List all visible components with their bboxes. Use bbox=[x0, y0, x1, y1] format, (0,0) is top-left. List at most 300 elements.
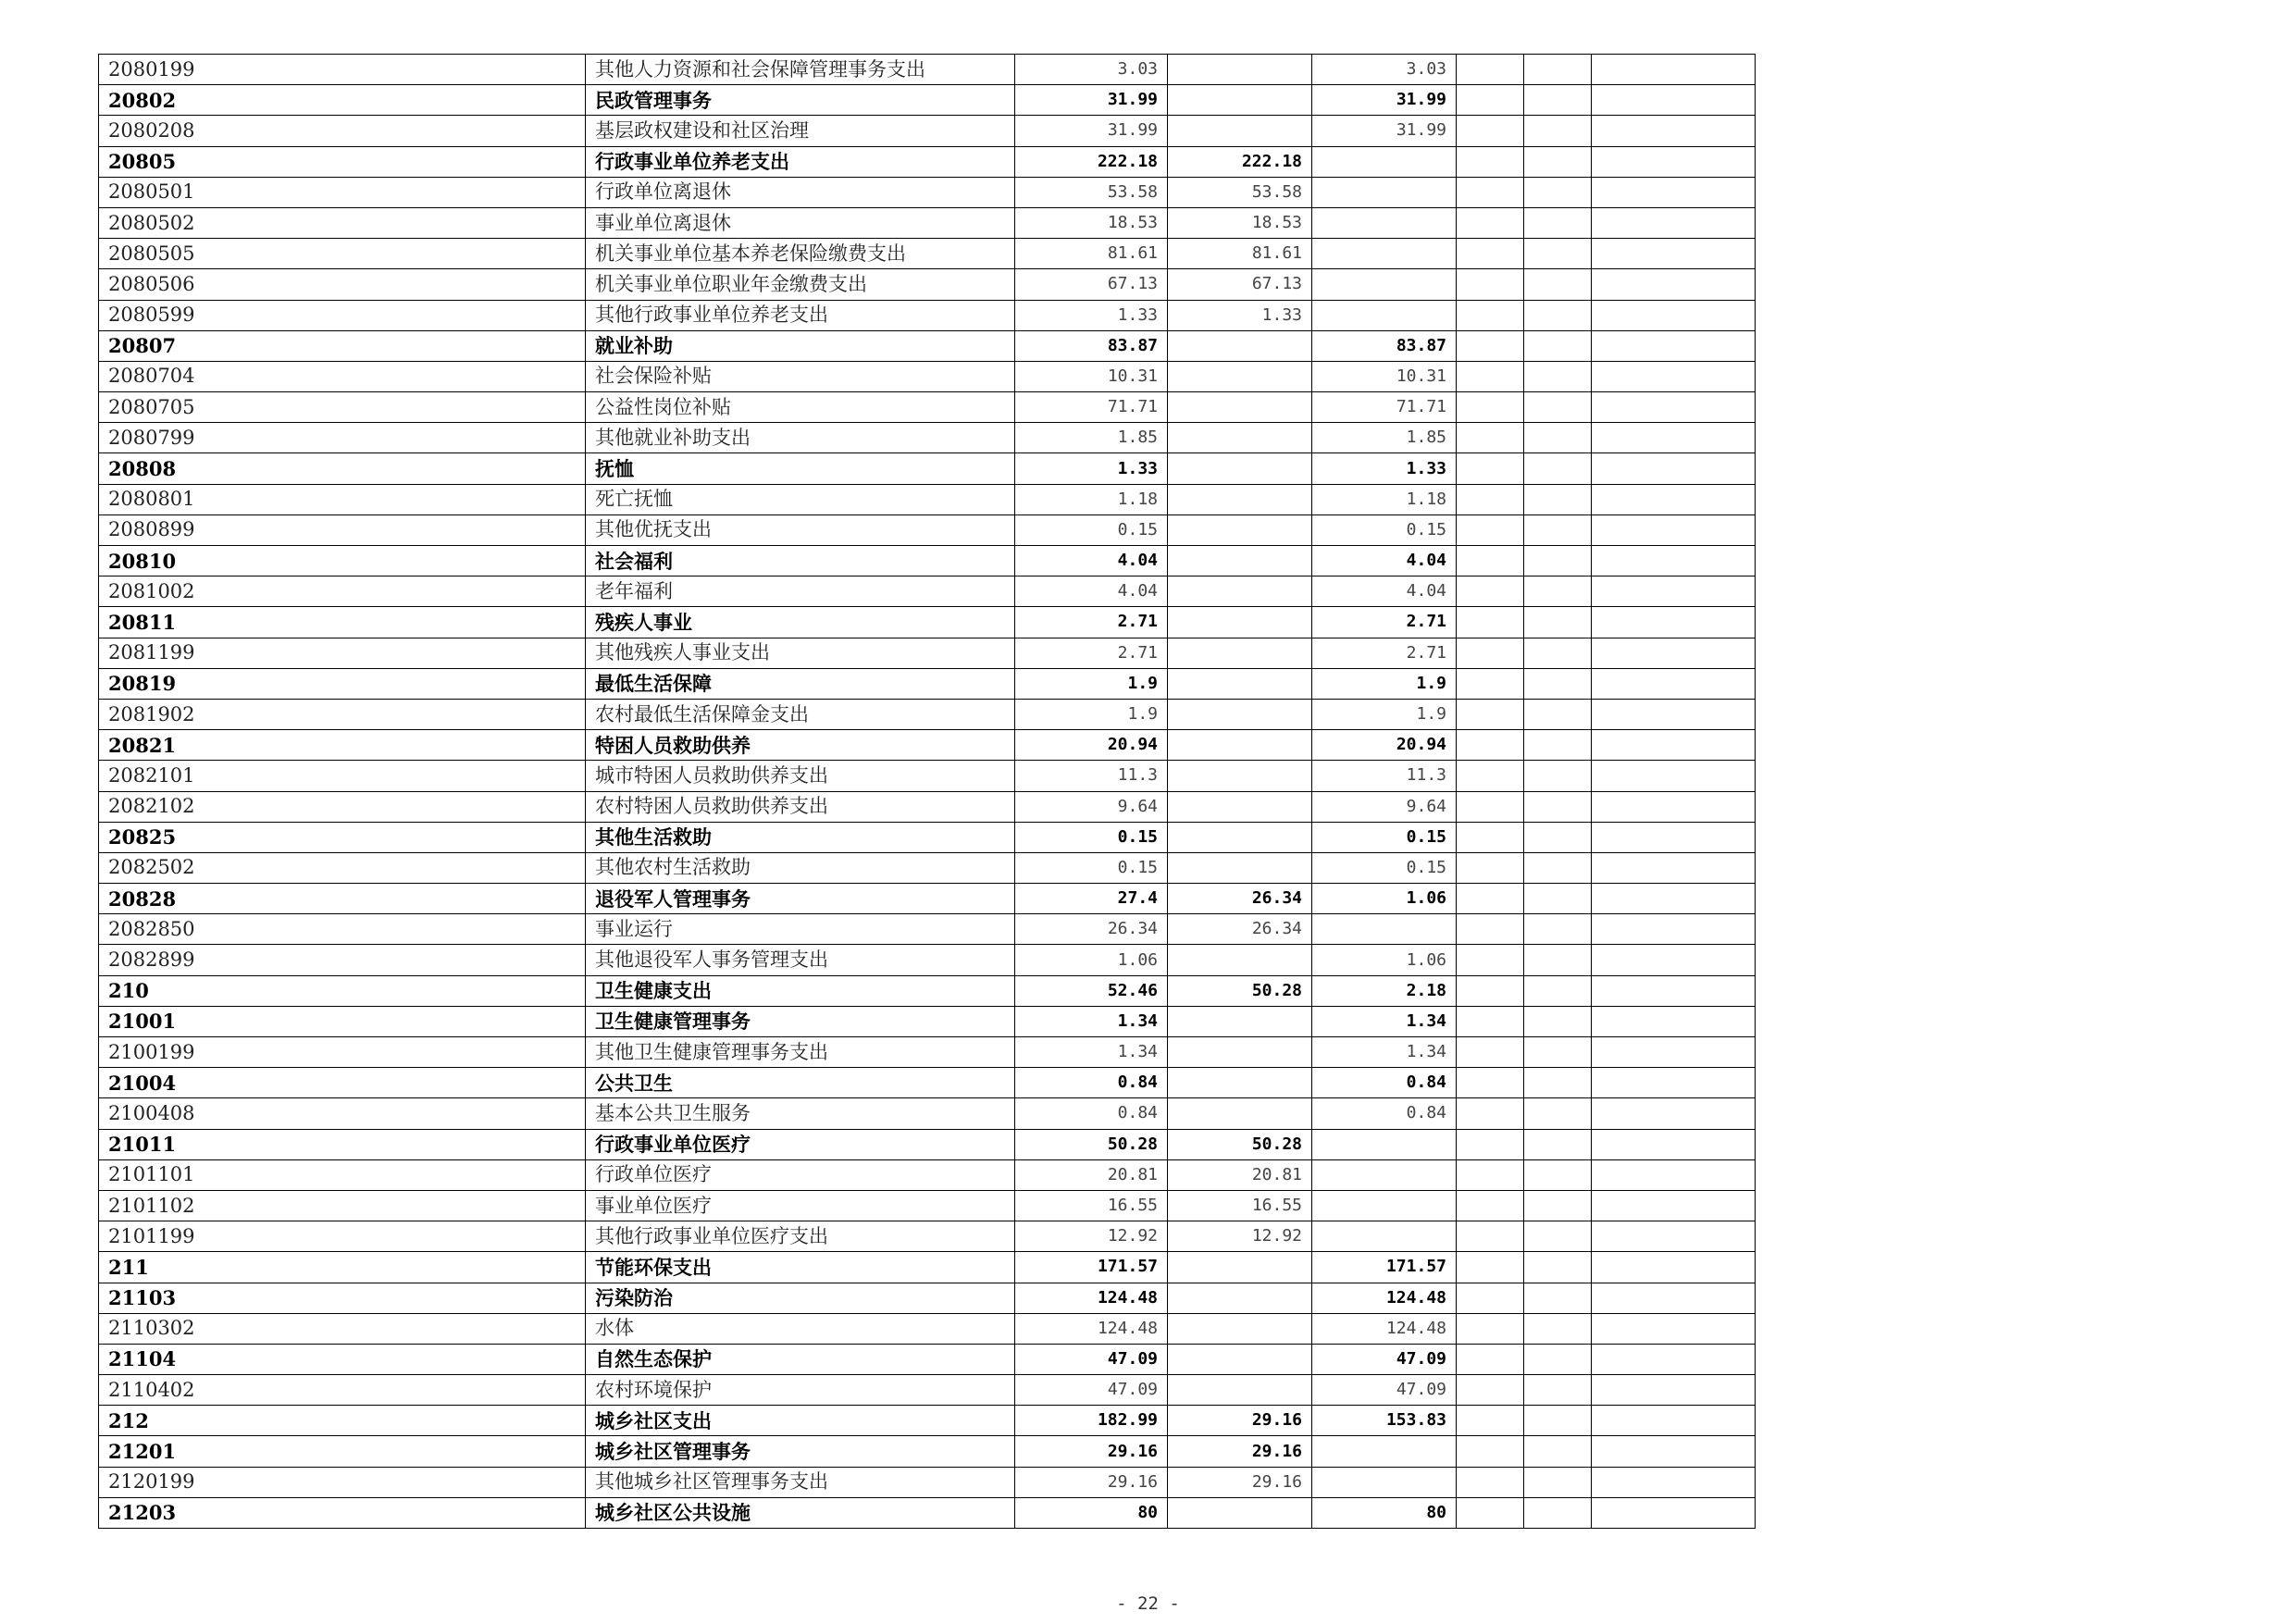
account-code-cell: 2081199 bbox=[99, 638, 586, 668]
empty-cell bbox=[1592, 1436, 1756, 1467]
total-amount-cell: 1.33 bbox=[1015, 300, 1168, 330]
total-amount-cell: 26.34 bbox=[1015, 914, 1168, 945]
account-code-cell: 2080502 bbox=[99, 207, 586, 238]
total-amount-cell: 53.58 bbox=[1015, 177, 1168, 207]
table-row bbox=[99, 239, 1756, 269]
total-amount-cell: 4.04 bbox=[1015, 576, 1168, 607]
project-expenditure-cell bbox=[1312, 1190, 1457, 1221]
account-name-cell: 农村最低生活保障金支出 bbox=[586, 699, 1015, 729]
account-code-cell: 2101102 bbox=[99, 1190, 586, 1221]
account-name-cell: 最低生活保障 bbox=[586, 668, 1015, 699]
account-code-cell: 2080705 bbox=[99, 392, 586, 423]
total-amount-cell: 1.9 bbox=[1015, 699, 1168, 729]
empty-cell bbox=[1457, 1436, 1524, 1467]
empty-cell bbox=[1457, 361, 1524, 391]
empty-cell bbox=[1592, 1467, 1756, 1497]
table-row bbox=[99, 146, 1756, 177]
account-name-cell: 抚恤 bbox=[586, 453, 1015, 484]
account-code-cell: 2082850 bbox=[99, 914, 586, 945]
empty-cell bbox=[1457, 576, 1524, 607]
table-row bbox=[99, 1037, 1756, 1068]
empty-cell bbox=[1592, 730, 1756, 761]
empty-cell bbox=[1524, 85, 1592, 116]
account-code-cell: 20808 bbox=[99, 453, 586, 484]
empty-cell bbox=[1592, 146, 1756, 177]
empty-cell bbox=[1524, 423, 1592, 453]
empty-cell bbox=[1457, 822, 1524, 852]
account-code-cell: 20802 bbox=[99, 85, 586, 116]
empty-cell bbox=[1524, 1497, 1592, 1528]
total-amount-cell: 12.92 bbox=[1015, 1221, 1168, 1252]
empty-cell bbox=[1457, 1221, 1524, 1252]
empty-cell bbox=[1592, 1037, 1756, 1068]
account-name-cell: 基层政权建设和社区治理 bbox=[586, 116, 1015, 146]
account-code-cell: 21001 bbox=[99, 1006, 586, 1036]
total-amount-cell: 1.85 bbox=[1015, 423, 1168, 453]
account-code-cell: 20821 bbox=[99, 730, 586, 761]
empty-cell bbox=[1457, 975, 1524, 1006]
table-row bbox=[99, 1068, 1756, 1098]
total-amount-cell: 50.28 bbox=[1015, 1129, 1168, 1159]
table-row bbox=[99, 55, 1756, 85]
account-name-cell: 事业单位医疗 bbox=[586, 1190, 1015, 1221]
total-amount-cell: 71.71 bbox=[1015, 392, 1168, 423]
account-name-cell: 社会福利 bbox=[586, 546, 1015, 576]
empty-cell bbox=[1457, 514, 1524, 545]
account-code-cell: 2080506 bbox=[99, 269, 586, 300]
empty-cell bbox=[1524, 1098, 1592, 1129]
basic-expenditure-cell: 29.16 bbox=[1168, 1406, 1312, 1436]
empty-cell bbox=[1457, 1375, 1524, 1406]
empty-cell bbox=[1592, 1406, 1756, 1436]
basic-expenditure-cell: 81.61 bbox=[1168, 239, 1312, 269]
table-row bbox=[99, 1313, 1756, 1344]
table-row bbox=[99, 822, 1756, 852]
empty-cell bbox=[1457, 1129, 1524, 1159]
project-expenditure-cell: 9.64 bbox=[1312, 791, 1457, 822]
basic-expenditure-cell: 50.28 bbox=[1168, 975, 1312, 1006]
empty-cell bbox=[1592, 914, 1756, 945]
project-expenditure-cell bbox=[1312, 146, 1457, 177]
empty-cell bbox=[1592, 1159, 1756, 1190]
empty-cell bbox=[1457, 730, 1524, 761]
basic-expenditure-cell bbox=[1168, 1068, 1312, 1098]
account-code-cell: 2080799 bbox=[99, 423, 586, 453]
project-expenditure-cell bbox=[1312, 207, 1457, 238]
empty-cell bbox=[1592, 453, 1756, 484]
empty-cell bbox=[1457, 1467, 1524, 1497]
empty-cell bbox=[1524, 791, 1592, 822]
basic-expenditure-cell: 67.13 bbox=[1168, 269, 1312, 300]
account-code-cell: 210 bbox=[99, 975, 586, 1006]
account-name-cell: 卫生健康支出 bbox=[586, 975, 1015, 1006]
project-expenditure-cell: 11.3 bbox=[1312, 761, 1457, 791]
empty-cell bbox=[1457, 1098, 1524, 1129]
total-amount-cell: 0.84 bbox=[1015, 1098, 1168, 1129]
table-row bbox=[99, 453, 1756, 484]
total-amount-cell: 4.04 bbox=[1015, 546, 1168, 576]
total-amount-cell: 0.15 bbox=[1015, 514, 1168, 545]
account-code-cell: 20807 bbox=[99, 330, 586, 361]
empty-cell bbox=[1457, 1190, 1524, 1221]
empty-cell bbox=[1592, 300, 1756, 330]
empty-cell bbox=[1457, 146, 1524, 177]
account-code-cell: 21203 bbox=[99, 1497, 586, 1528]
project-expenditure-cell: 1.06 bbox=[1312, 884, 1457, 914]
empty-cell bbox=[1592, 1283, 1756, 1313]
empty-cell bbox=[1457, 1344, 1524, 1374]
empty-cell bbox=[1592, 116, 1756, 146]
project-expenditure-cell bbox=[1312, 1159, 1457, 1190]
total-amount-cell: 80 bbox=[1015, 1497, 1168, 1528]
project-expenditure-cell: 2.71 bbox=[1312, 638, 1457, 668]
table-row bbox=[99, 852, 1756, 883]
empty-cell bbox=[1592, 361, 1756, 391]
table-row bbox=[99, 1497, 1756, 1528]
empty-cell bbox=[1524, 453, 1592, 484]
project-expenditure-cell: 124.48 bbox=[1312, 1313, 1457, 1344]
account-name-cell: 城市特困人员救助供养支出 bbox=[586, 761, 1015, 791]
table-row bbox=[99, 361, 1756, 391]
account-code-cell: 21104 bbox=[99, 1344, 586, 1374]
table-row bbox=[99, 423, 1756, 453]
empty-cell bbox=[1524, 945, 1592, 975]
basic-expenditure-cell: 222.18 bbox=[1168, 146, 1312, 177]
project-expenditure-cell: 0.15 bbox=[1312, 852, 1457, 883]
account-code-cell: 2080704 bbox=[99, 361, 586, 391]
account-code-cell: 2101199 bbox=[99, 1221, 586, 1252]
total-amount-cell: 67.13 bbox=[1015, 269, 1168, 300]
table-row bbox=[99, 668, 1756, 699]
page-number: - 22 - bbox=[1116, 1593, 1180, 1614]
table-row bbox=[99, 1098, 1756, 1129]
project-expenditure-cell: 124.48 bbox=[1312, 1283, 1457, 1313]
basic-expenditure-cell bbox=[1168, 1252, 1312, 1283]
basic-expenditure-cell bbox=[1168, 576, 1312, 607]
account-code-cell: 21004 bbox=[99, 1068, 586, 1098]
empty-cell bbox=[1592, 85, 1756, 116]
account-name-cell: 事业单位离退休 bbox=[586, 207, 1015, 238]
empty-cell bbox=[1457, 392, 1524, 423]
empty-cell bbox=[1524, 546, 1592, 576]
project-expenditure-cell: 10.31 bbox=[1312, 361, 1457, 391]
empty-cell bbox=[1592, 423, 1756, 453]
empty-cell bbox=[1592, 1190, 1756, 1221]
empty-cell bbox=[1524, 392, 1592, 423]
project-expenditure-cell bbox=[1312, 239, 1457, 269]
project-expenditure-cell: 0.84 bbox=[1312, 1068, 1457, 1098]
table-row bbox=[99, 607, 1756, 638]
account-name-cell: 机关事业单位职业年金缴费支出 bbox=[586, 269, 1015, 300]
project-expenditure-cell: 0.15 bbox=[1312, 514, 1457, 545]
account-code-cell: 20811 bbox=[99, 607, 586, 638]
empty-cell bbox=[1592, 699, 1756, 729]
total-amount-cell: 182.99 bbox=[1015, 1406, 1168, 1436]
project-expenditure-cell: 47.09 bbox=[1312, 1344, 1457, 1374]
project-expenditure-cell bbox=[1312, 1436, 1457, 1467]
empty-cell bbox=[1524, 668, 1592, 699]
project-expenditure-cell: 153.83 bbox=[1312, 1406, 1457, 1436]
empty-cell bbox=[1592, 1344, 1756, 1374]
table-row bbox=[99, 1129, 1756, 1159]
project-expenditure-cell: 47.09 bbox=[1312, 1375, 1457, 1406]
empty-cell bbox=[1457, 1313, 1524, 1344]
total-amount-cell: 1.34 bbox=[1015, 1037, 1168, 1068]
empty-cell bbox=[1592, 884, 1756, 914]
total-amount-cell: 3.03 bbox=[1015, 55, 1168, 85]
basic-expenditure-cell bbox=[1168, 423, 1312, 453]
empty-cell bbox=[1457, 116, 1524, 146]
account-code-cell: 20810 bbox=[99, 546, 586, 576]
project-expenditure-cell: 71.71 bbox=[1312, 392, 1457, 423]
account-name-cell: 事业运行 bbox=[586, 914, 1015, 945]
account-name-cell: 城乡社区公共设施 bbox=[586, 1497, 1015, 1528]
empty-cell bbox=[1524, 1037, 1592, 1068]
account-name-cell: 行政事业单位医疗 bbox=[586, 1129, 1015, 1159]
empty-cell bbox=[1592, 1252, 1756, 1283]
account-name-cell: 其他优抚支出 bbox=[586, 514, 1015, 545]
empty-cell bbox=[1592, 514, 1756, 545]
account-code-cell: 2080801 bbox=[99, 484, 586, 514]
account-name-cell: 老年福利 bbox=[586, 576, 1015, 607]
table-row bbox=[99, 207, 1756, 238]
total-amount-cell: 1.06 bbox=[1015, 945, 1168, 975]
empty-cell bbox=[1457, 1283, 1524, 1313]
empty-cell bbox=[1457, 638, 1524, 668]
empty-cell bbox=[1457, 914, 1524, 945]
basic-expenditure-cell bbox=[1168, 361, 1312, 391]
basic-expenditure-cell bbox=[1168, 945, 1312, 975]
account-code-cell: 2082502 bbox=[99, 852, 586, 883]
empty-cell bbox=[1524, 484, 1592, 514]
account-code-cell: 20825 bbox=[99, 822, 586, 852]
project-expenditure-cell: 1.06 bbox=[1312, 945, 1457, 975]
account-name-cell: 特困人员救助供养 bbox=[586, 730, 1015, 761]
total-amount-cell: 10.31 bbox=[1015, 361, 1168, 391]
account-name-cell: 城乡社区管理事务 bbox=[586, 1436, 1015, 1467]
total-amount-cell: 31.99 bbox=[1015, 85, 1168, 116]
project-expenditure-cell: 4.04 bbox=[1312, 576, 1457, 607]
table-row bbox=[99, 1221, 1756, 1252]
empty-cell bbox=[1592, 55, 1756, 85]
account-code-cell: 211 bbox=[99, 1252, 586, 1283]
account-code-cell: 2100199 bbox=[99, 1037, 586, 1068]
total-amount-cell: 1.33 bbox=[1015, 453, 1168, 484]
account-name-cell: 自然生态保护 bbox=[586, 1344, 1015, 1374]
empty-cell bbox=[1592, 761, 1756, 791]
empty-cell bbox=[1592, 607, 1756, 638]
empty-cell bbox=[1524, 1190, 1592, 1221]
empty-cell bbox=[1592, 1313, 1756, 1344]
basic-expenditure-cell bbox=[1168, 699, 1312, 729]
total-amount-cell: 29.16 bbox=[1015, 1436, 1168, 1467]
empty-cell bbox=[1592, 1068, 1756, 1098]
empty-cell bbox=[1457, 453, 1524, 484]
account-code-cell: 2100408 bbox=[99, 1098, 586, 1129]
basic-expenditure-cell: 26.34 bbox=[1168, 884, 1312, 914]
account-name-cell: 城乡社区支出 bbox=[586, 1406, 1015, 1436]
account-name-cell: 农村环境保护 bbox=[586, 1375, 1015, 1406]
table-row bbox=[99, 300, 1756, 330]
empty-cell bbox=[1457, 668, 1524, 699]
empty-cell bbox=[1524, 361, 1592, 391]
empty-cell bbox=[1592, 1006, 1756, 1036]
empty-cell bbox=[1457, 239, 1524, 269]
total-amount-cell: 0.15 bbox=[1015, 852, 1168, 883]
account-name-cell: 其他退役军人事务管理支出 bbox=[586, 945, 1015, 975]
empty-cell bbox=[1457, 1068, 1524, 1098]
account-name-cell: 农村特困人员救助供养支出 bbox=[586, 791, 1015, 822]
total-amount-cell: 124.48 bbox=[1015, 1313, 1168, 1344]
basic-expenditure-cell bbox=[1168, 1037, 1312, 1068]
account-name-cell: 就业补助 bbox=[586, 330, 1015, 361]
empty-cell bbox=[1524, 1467, 1592, 1497]
account-code-cell: 2082102 bbox=[99, 791, 586, 822]
table-row bbox=[99, 85, 1756, 116]
empty-cell bbox=[1524, 1159, 1592, 1190]
empty-cell bbox=[1592, 791, 1756, 822]
basic-expenditure-cell bbox=[1168, 1497, 1312, 1528]
empty-cell bbox=[1524, 1283, 1592, 1313]
empty-cell bbox=[1457, 1497, 1524, 1528]
basic-expenditure-cell bbox=[1168, 453, 1312, 484]
empty-cell bbox=[1457, 852, 1524, 883]
basic-expenditure-cell: 20.81 bbox=[1168, 1159, 1312, 1190]
project-expenditure-cell: 1.34 bbox=[1312, 1037, 1457, 1068]
account-name-cell: 机关事业单位基本养老保险缴费支出 bbox=[586, 239, 1015, 269]
project-expenditure-cell bbox=[1312, 1221, 1457, 1252]
basic-expenditure-cell bbox=[1168, 484, 1312, 514]
basic-expenditure-cell: 26.34 bbox=[1168, 914, 1312, 945]
table-row bbox=[99, 1159, 1756, 1190]
empty-cell bbox=[1457, 55, 1524, 85]
empty-cell bbox=[1524, 177, 1592, 207]
basic-expenditure-cell: 50.28 bbox=[1168, 1129, 1312, 1159]
total-amount-cell: 20.81 bbox=[1015, 1159, 1168, 1190]
basic-expenditure-cell bbox=[1168, 1344, 1312, 1374]
empty-cell bbox=[1524, 207, 1592, 238]
empty-cell bbox=[1457, 1006, 1524, 1036]
empty-cell bbox=[1524, 1344, 1592, 1374]
empty-cell bbox=[1457, 1406, 1524, 1436]
project-expenditure-cell: 31.99 bbox=[1312, 116, 1457, 146]
account-code-cell: 2101101 bbox=[99, 1159, 586, 1190]
total-amount-cell: 9.64 bbox=[1015, 791, 1168, 822]
basic-expenditure-cell bbox=[1168, 1006, 1312, 1036]
empty-cell bbox=[1524, 730, 1592, 761]
table-row bbox=[99, 1344, 1756, 1374]
project-expenditure-cell: 83.87 bbox=[1312, 330, 1457, 361]
expenditure-table bbox=[98, 54, 1756, 1529]
table-row bbox=[99, 1406, 1756, 1436]
table-row bbox=[99, 884, 1756, 914]
empty-cell bbox=[1524, 269, 1592, 300]
basic-expenditure-cell bbox=[1168, 607, 1312, 638]
account-name-cell: 行政单位医疗 bbox=[586, 1159, 1015, 1190]
total-amount-cell: 81.61 bbox=[1015, 239, 1168, 269]
account-name-cell: 水体 bbox=[586, 1313, 1015, 1344]
total-amount-cell: 1.9 bbox=[1015, 668, 1168, 699]
basic-expenditure-cell: 16.55 bbox=[1168, 1190, 1312, 1221]
empty-cell bbox=[1524, 1221, 1592, 1252]
project-expenditure-cell: 20.94 bbox=[1312, 730, 1457, 761]
basic-expenditure-cell bbox=[1168, 85, 1312, 116]
basic-expenditure-cell: 18.53 bbox=[1168, 207, 1312, 238]
empty-cell bbox=[1524, 514, 1592, 545]
account-code-cell: 21201 bbox=[99, 1436, 586, 1467]
table-row bbox=[99, 1467, 1756, 1497]
project-expenditure-cell: 171.57 bbox=[1312, 1252, 1457, 1283]
empty-cell bbox=[1524, 1129, 1592, 1159]
account-code-cell: 20828 bbox=[99, 884, 586, 914]
basic-expenditure-cell bbox=[1168, 791, 1312, 822]
project-expenditure-cell: 2.71 bbox=[1312, 607, 1457, 638]
table-row bbox=[99, 761, 1756, 791]
account-name-cell: 退役军人管理事务 bbox=[586, 884, 1015, 914]
empty-cell bbox=[1524, 146, 1592, 177]
empty-cell bbox=[1592, 269, 1756, 300]
empty-cell bbox=[1524, 1436, 1592, 1467]
empty-cell bbox=[1524, 1313, 1592, 1344]
empty-cell bbox=[1592, 1375, 1756, 1406]
account-name-cell: 基本公共卫生服务 bbox=[586, 1098, 1015, 1129]
table-row bbox=[99, 1283, 1756, 1313]
empty-cell bbox=[1457, 546, 1524, 576]
account-code-cell: 20805 bbox=[99, 146, 586, 177]
empty-cell bbox=[1457, 300, 1524, 330]
total-amount-cell: 0.15 bbox=[1015, 822, 1168, 852]
empty-cell bbox=[1524, 884, 1592, 914]
empty-cell bbox=[1457, 1037, 1524, 1068]
project-expenditure-cell: 1.85 bbox=[1312, 423, 1457, 453]
empty-cell bbox=[1457, 423, 1524, 453]
account-code-cell: 21103 bbox=[99, 1283, 586, 1313]
empty-cell bbox=[1524, 1068, 1592, 1098]
basic-expenditure-cell bbox=[1168, 1283, 1312, 1313]
basic-expenditure-cell bbox=[1168, 514, 1312, 545]
project-expenditure-cell bbox=[1312, 1467, 1457, 1497]
table-row bbox=[99, 330, 1756, 361]
basic-expenditure-cell: 1.33 bbox=[1168, 300, 1312, 330]
account-code-cell: 2080199 bbox=[99, 55, 586, 85]
table-row bbox=[99, 791, 1756, 822]
project-expenditure-cell: 2.18 bbox=[1312, 975, 1457, 1006]
empty-cell bbox=[1592, 945, 1756, 975]
project-expenditure-cell bbox=[1312, 1129, 1457, 1159]
table-row bbox=[99, 1252, 1756, 1283]
empty-cell bbox=[1524, 1006, 1592, 1036]
account-code-cell: 2082899 bbox=[99, 945, 586, 975]
project-expenditure-cell: 1.9 bbox=[1312, 699, 1457, 729]
empty-cell bbox=[1592, 1129, 1756, 1159]
empty-cell bbox=[1592, 330, 1756, 361]
total-amount-cell: 171.57 bbox=[1015, 1252, 1168, 1283]
table-row bbox=[99, 730, 1756, 761]
account-name-cell: 节能环保支出 bbox=[586, 1252, 1015, 1283]
basic-expenditure-cell bbox=[1168, 761, 1312, 791]
table-row bbox=[99, 945, 1756, 975]
empty-cell bbox=[1592, 177, 1756, 207]
empty-cell bbox=[1524, 607, 1592, 638]
empty-cell bbox=[1592, 975, 1756, 1006]
account-code-cell: 2120199 bbox=[99, 1467, 586, 1497]
empty-cell bbox=[1524, 852, 1592, 883]
account-name-cell: 公益性岗位补贴 bbox=[586, 392, 1015, 423]
account-name-cell: 污染防治 bbox=[586, 1283, 1015, 1313]
table-body bbox=[99, 55, 1756, 1529]
account-name-cell: 行政事业单位养老支出 bbox=[586, 146, 1015, 177]
empty-cell bbox=[1524, 975, 1592, 1006]
